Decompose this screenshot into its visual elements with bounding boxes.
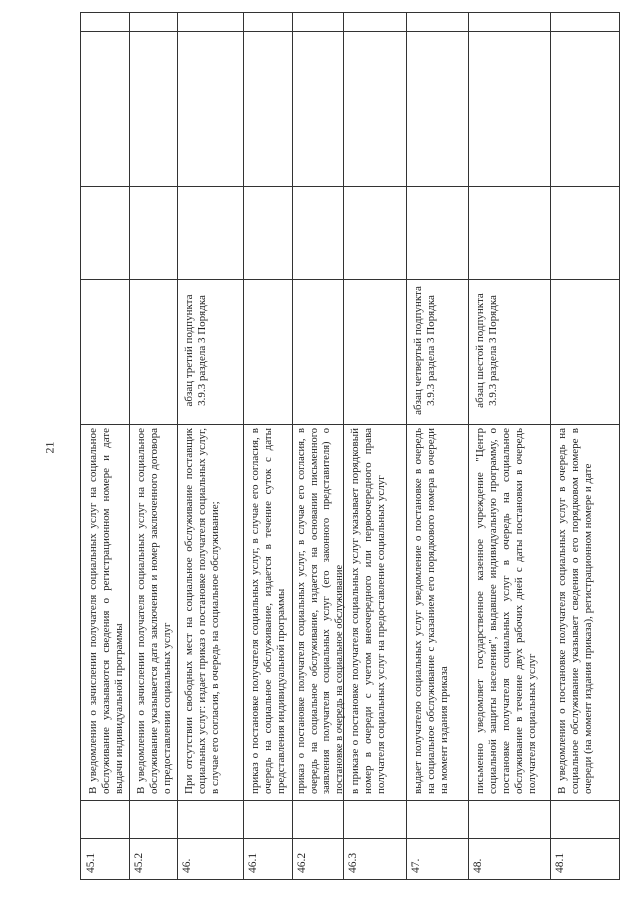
grid-line [177, 13, 178, 879]
grid-line [243, 13, 244, 879]
row-number: 46.2 [296, 852, 308, 873]
row-text: При отсутствии свободных мест на социальное обслуживание поставщик социальных услуг: издает приказ о постановке получателя социальных услуг, в случае его согласия, в очередь на социальное обслуживание; [183, 428, 221, 794]
row-text: В уведомлении о зачислении получателя социальных услуг на социальное обслуживание указываются сведения о регистрационном номере и дате выдачи индивидуальной программы [87, 428, 125, 794]
row-text: В уведомлении о зачислении получателя социальных услуг на социальное обслуживание указывается дата заключения и номер заключенного договора о предоставлении социальных услуг [135, 428, 173, 794]
row-reference [85, 279, 129, 422]
grid-line [550, 13, 551, 879]
grid-line [81, 800, 619, 801]
row-reference [133, 279, 177, 422]
row-number: 48.1 [554, 852, 566, 873]
row-number: 45.1 [85, 852, 97, 873]
row-text: приказ о постановке получателя социальных услуг, в случае его согласия, в очередь на социальное обслуживание, издается на основании письменного заявления получателя социальных услуг (его законного представителя) о постановке в очередь на социальное обслуживание [296, 428, 345, 794]
row-text: письменно уведомляет государственное казенное учреждение "Центр социальной защиты населения", выдавшее индивидуальную программу, о постановке получателя социальных услуг в очередь на социальное обслуживание в течение двух рабочих дней с даты постановки в очередь получателя социальных услуг [474, 428, 538, 794]
row-text: в приказе о постановке получателя социальных услуг указывает порядковый номер в очереди с учетом внеочередного или первоочередного права получателя социальных услуг на предоставление социальных услуг [349, 428, 387, 794]
row-text: приказ о постановке получателя социальных услуг, в случае его согласия, в очередь на социальное обслуживание, издается в течение суток с даты представления индивидуальной программы [249, 428, 287, 794]
grid-line [81, 186, 619, 187]
row-number: 48. [472, 858, 484, 873]
row-reference [247, 279, 292, 422]
grid-line [468, 13, 469, 879]
row-number: 45.2 [133, 852, 145, 873]
row-number: 46. [181, 858, 193, 873]
row-number: 46.1 [247, 852, 259, 873]
grid-line [406, 13, 407, 879]
row-reference [296, 279, 341, 422]
grid-line [292, 13, 293, 879]
row-reference [554, 279, 618, 422]
page-number: 21 [42, 441, 57, 454]
row-reference [347, 279, 405, 422]
row-number: 47. [410, 858, 422, 873]
grid-line [129, 13, 130, 879]
requirements-table [80, 12, 620, 880]
row-reference: абзац шестой подпункта 3.9.3 раздела 3 Порядка [474, 293, 499, 408]
grid-line [81, 31, 619, 32]
row-reference: абзац четвертый подпункта 3.9.3 раздела 3 Порядка [412, 286, 437, 415]
row-number: 46.3 [347, 852, 359, 873]
row-text: выдает получателю социальных услуг уведомление о постановке в очередь на социальное обслуживание с указанием его порядкового номера в очереди на момент издания приказа [412, 428, 450, 794]
row-reference: абзац третий подпункта 3.9.3 раздела 3 Порядка [183, 294, 208, 407]
row-text: В уведомлении о постановке получателя социальных услуг в очередь на социальное обслуживание указывает сведения о его порядковом номере в очереди (на момент издания приказа), регистрационном номере и дате [556, 428, 594, 794]
